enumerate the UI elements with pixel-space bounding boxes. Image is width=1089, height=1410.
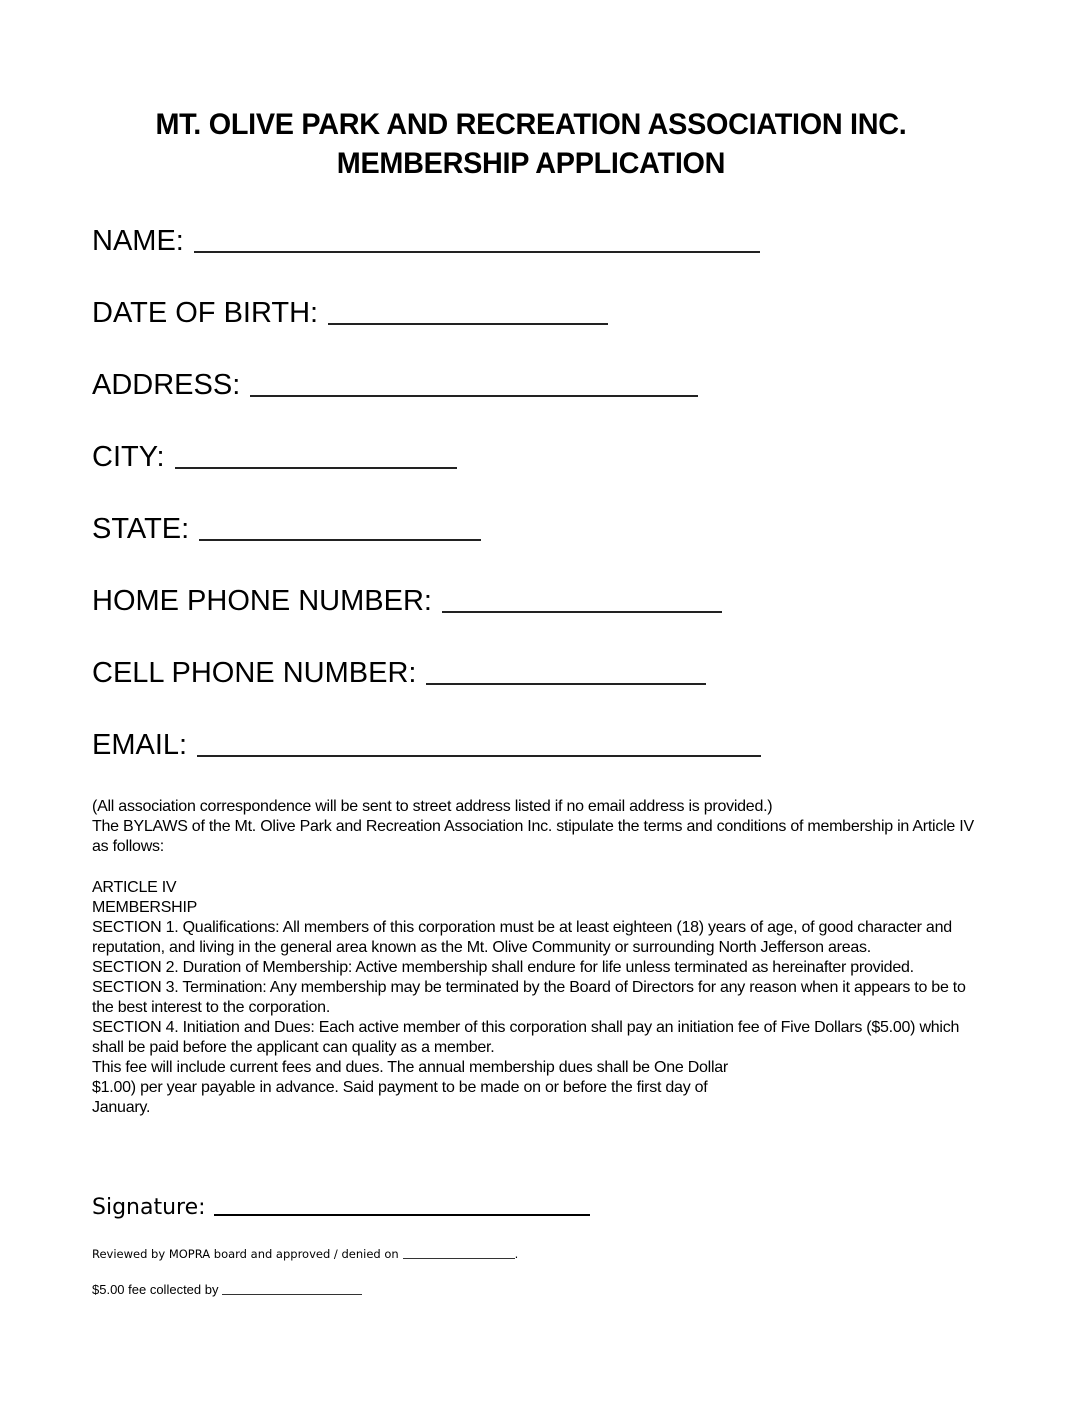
reviewed-end: . xyxy=(514,1247,519,1261)
review-line[interactable] xyxy=(92,1246,518,1261)
home-phone-label: HOME PHONE NUMBER: xyxy=(92,585,432,617)
state-field[interactable] xyxy=(92,506,481,546)
cell-phone-blank[interactable] xyxy=(426,657,706,685)
date-of-birth-label: DATE OF BIRTH: xyxy=(92,297,319,329)
fee-collector-blank[interactable] xyxy=(222,1282,362,1295)
email-label: EMAIL: xyxy=(92,729,188,761)
reviewed-label: Reviewed by MOPRA board and approved / denied on xyxy=(92,1247,399,1261)
email-field[interactable] xyxy=(92,722,761,762)
article-block xyxy=(92,878,982,1118)
cell-phone-field[interactable] xyxy=(92,650,706,690)
city-label: CITY: xyxy=(92,441,165,473)
signature-blank[interactable] xyxy=(214,1190,590,1216)
fee-line-1: This fee will include current fees and dues. The annual membership dues shall be One Dollar xyxy=(92,1059,728,1076)
bylaws-intro: The BYLAWS of the Mt. Olive Park and Recreation Association Inc. stipulate the terms and conditions of membership in Article IV as follows: xyxy=(92,818,974,855)
address-field[interactable] xyxy=(92,362,698,402)
fee-line-3: January. xyxy=(92,1099,151,1116)
fee-collected-line[interactable] xyxy=(92,1282,362,1297)
notes-block xyxy=(92,797,982,857)
city-field[interactable] xyxy=(92,434,457,474)
state-blank[interactable] xyxy=(199,513,481,541)
review-date-blank[interactable] xyxy=(403,1246,515,1259)
document-subtitle: MEMBERSHIP APPLICATION xyxy=(336,147,726,180)
correspondence-note: (All association correspondence will be sent to street address listed if no email address is provided.) xyxy=(92,798,773,815)
email-blank[interactable] xyxy=(197,729,761,757)
home-phone-field[interactable] xyxy=(92,578,722,618)
signature-label: Signature: xyxy=(92,1195,206,1220)
article-subheading: MEMBERSHIP xyxy=(92,899,198,916)
fee-line-2: $1.00) per year payable in advance. Said payment to be made on or before the first day of xyxy=(92,1079,708,1096)
date-of-birth-blank[interactable] xyxy=(328,297,608,325)
cell-phone-label: CELL PHONE NUMBER: xyxy=(92,657,417,689)
section-2: SECTION 2. Duration of Membership: Active membership shall endure for life unless terminated as hereinafter provided. xyxy=(92,959,914,976)
document-title: MT. OLIVE PARK AND RECREATION ASSOCIATION INC. xyxy=(155,108,907,141)
date-of-birth-field[interactable] xyxy=(92,290,608,330)
name-field[interactable] xyxy=(92,218,760,258)
section-1: SECTION 1. Qualifications: All members of this corporation must be at least eighteen (18) years of age, of good character and reputation, and living in the general area known as the Mt. Olive Community or surrounding North Jefferson areas. xyxy=(92,919,952,956)
city-blank[interactable] xyxy=(175,441,457,469)
address-label: ADDRESS: xyxy=(92,369,241,401)
section-4: SECTION 4. Initiation and Dues: Each active member of this corporation shall pay an initiation fee of Five Dollars ($5.00) which shall be paid before the applicant can quality as a member. xyxy=(92,1019,960,1056)
home-phone-blank[interactable] xyxy=(442,585,722,613)
name-label: NAME: xyxy=(92,225,184,257)
section-3: SECTION 3. Termination: Any membership may be terminated by the Board of Directors for any reason when it appears to be to the best interest to the corporation. xyxy=(92,979,966,1016)
signature-field[interactable] xyxy=(92,1186,590,1220)
name-blank[interactable] xyxy=(194,225,760,253)
fee-collected-label: $5.00 fee collected by xyxy=(92,1282,219,1297)
address-blank[interactable] xyxy=(250,369,698,397)
state-label: STATE: xyxy=(92,513,190,545)
article-heading: ARTICLE IV xyxy=(92,879,177,896)
